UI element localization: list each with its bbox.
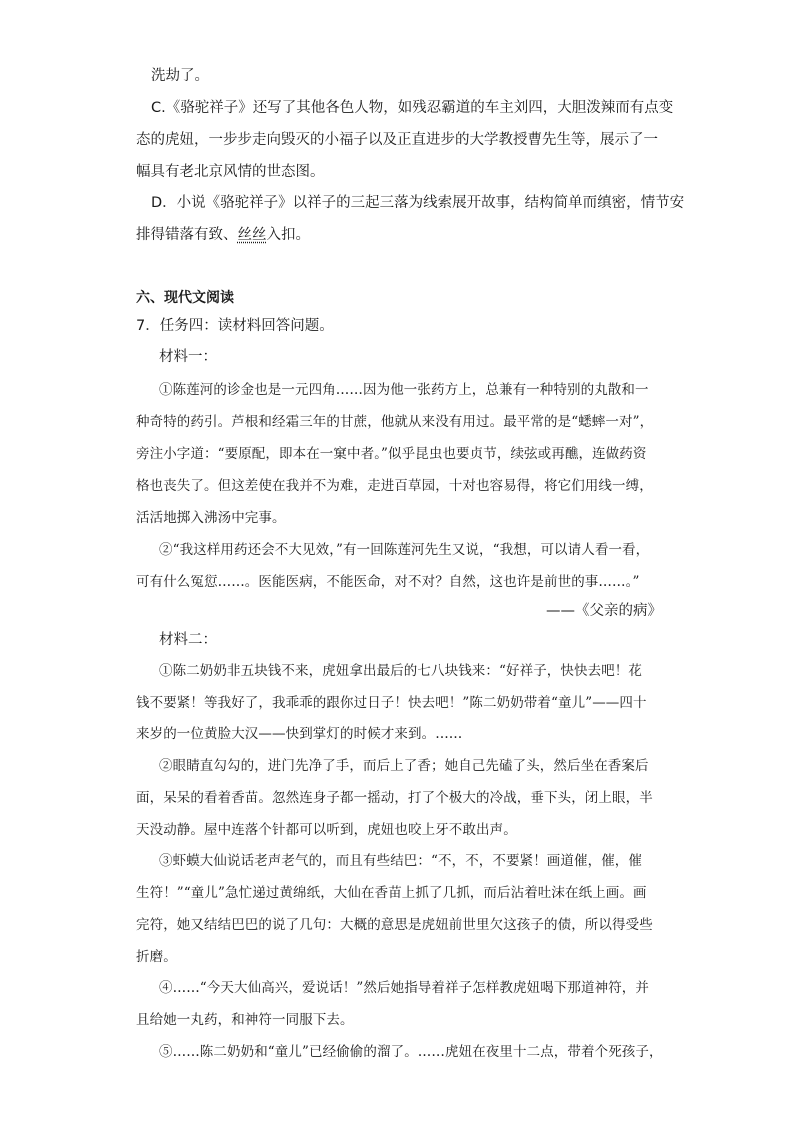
option-c-line-1: C.《骆驼祥子》还写了其他各色人物，如残忍霸道的车主刘四，大胆泼辣而有点变 (151, 100, 674, 116)
m1-p2-line-2: 可有什么冤愆……。医能医病，不能医命，对不对？自然，这也许是前世的事……。” (136, 574, 640, 590)
option-c-line-3: 幅具有老北京风情的世态图。 (136, 164, 325, 180)
m2-p5-line-1: ⑤……陈二奶奶和“童儿”已经偷偷的溜了。……虎妞在夜里十二点，带着个死孩子， (159, 1044, 663, 1060)
m2-p3-line-4: 折磨。 (136, 949, 177, 965)
option-d-line-2 (136, 219, 310, 251)
m2-p2-line-1: ②眼睛直勾勾的，进门先净了手，而后上了香；她自己先磕了头，然后坐在香案后 (159, 758, 649, 774)
m2-p3-line-1: ③虾蟆大仙说话老声老气的，而且有些结巴：“不，不，不要紧！画道催，催，催 (159, 853, 643, 869)
option-d-line-2-a: 排得错落有致、 (136, 227, 238, 243)
option-c-tail: 洗劫了。 (151, 68, 209, 84)
m2-p1-line-1: ①陈二奶奶非五块钱不来，虎妞拿出最后的七八块钱来：“好祥子，快快去吧！花 (159, 663, 643, 679)
m2-p2-line-3: 天没动静。屋中连落个针都可以听到，虎妞也咬上牙不敢出声。 (136, 822, 517, 838)
m1-p1-line-2: 种奇特的药引。芦根和经霜三年的甘蔗，他就从来没有用过。最平常的是“蟋蟀一对”， (136, 414, 654, 430)
material-2-title: 材料二： (159, 632, 217, 648)
question-title: 7．任务四：读材料回答问题。 (136, 318, 334, 334)
material-1-source: ——《父亲的病》 (546, 603, 662, 619)
m2-p1-line-3: 来岁的一位黄脸大汉——快到掌灯的时候才来到。…… (136, 726, 463, 742)
m2-p3-line-2: 生符！”“童儿”急忙递过黄绵纸，大仙在香苗上抓了几抓，而后沾着吐沫在纸上画。画 (136, 885, 647, 901)
m2-p3-line-3: 完符，她又结结巴巴的说了几句：大概的意思是虎妞前世里欠这孩子的债，所以得受些 (136, 917, 653, 933)
m2-p2-line-2: 面，呆呆的看着香苗。忽然连身子都一摇动，打了个极大的冷战，垂下头，闭上眼，半 (136, 790, 653, 806)
m1-p1-line-3: 旁注小字道：“要原配，即本在一窠中者。”似乎昆虫也要贞节，续弦或再醮，连做药资 (136, 446, 647, 462)
m1-p1-line-5: 活活地掷入沸汤中完事。 (136, 510, 286, 526)
material-1-title: 材料一： (159, 349, 217, 365)
m2-p1-line-2: 钱不要紧！等我好了，我乖乖的跟你过日子！快去吧！”陈二奶奶带着“童儿”——四十 (136, 695, 647, 711)
m1-p1-line-1: ①陈莲河的诊金也是一元四角……因为他一张药方上，总兼有一种特别的丸散和一 (159, 382, 649, 398)
dotted-emphasis-word: 丝丝 (237, 227, 267, 243)
option-d-line-2-b: 入扣。 (266, 227, 310, 243)
m2-p4-line-1: ④……“今天大仙高兴，爱说话！”然后她指导着祥子怎样教虎妞喝下那道神符，并 (159, 980, 650, 996)
option-d-line-1: D．小说《骆驼祥子》以祥子的三起三落为线索展开故事，结构简单而缜密，情节安 (151, 195, 685, 211)
m2-p4-line-2: 且给她一丸药，和神符一同服下去。 (136, 1012, 354, 1028)
m1-p2-line-1: ②“我这样用药还会不大见效，”有一回陈莲河先生又说，“我想，可以请人看一看， (159, 542, 650, 558)
section-title: 六、现代文阅读 (136, 290, 234, 306)
option-c-line-2: 态的虎妞，一步步走向毁灭的小福子以及正直进步的大学教授曹先生等，展示了一 (136, 132, 658, 148)
m1-p1-line-4: 格也丧失了。但这差使在我并不为难，走进百草园，十对也容易得，将它们用线一缚， (136, 478, 653, 494)
